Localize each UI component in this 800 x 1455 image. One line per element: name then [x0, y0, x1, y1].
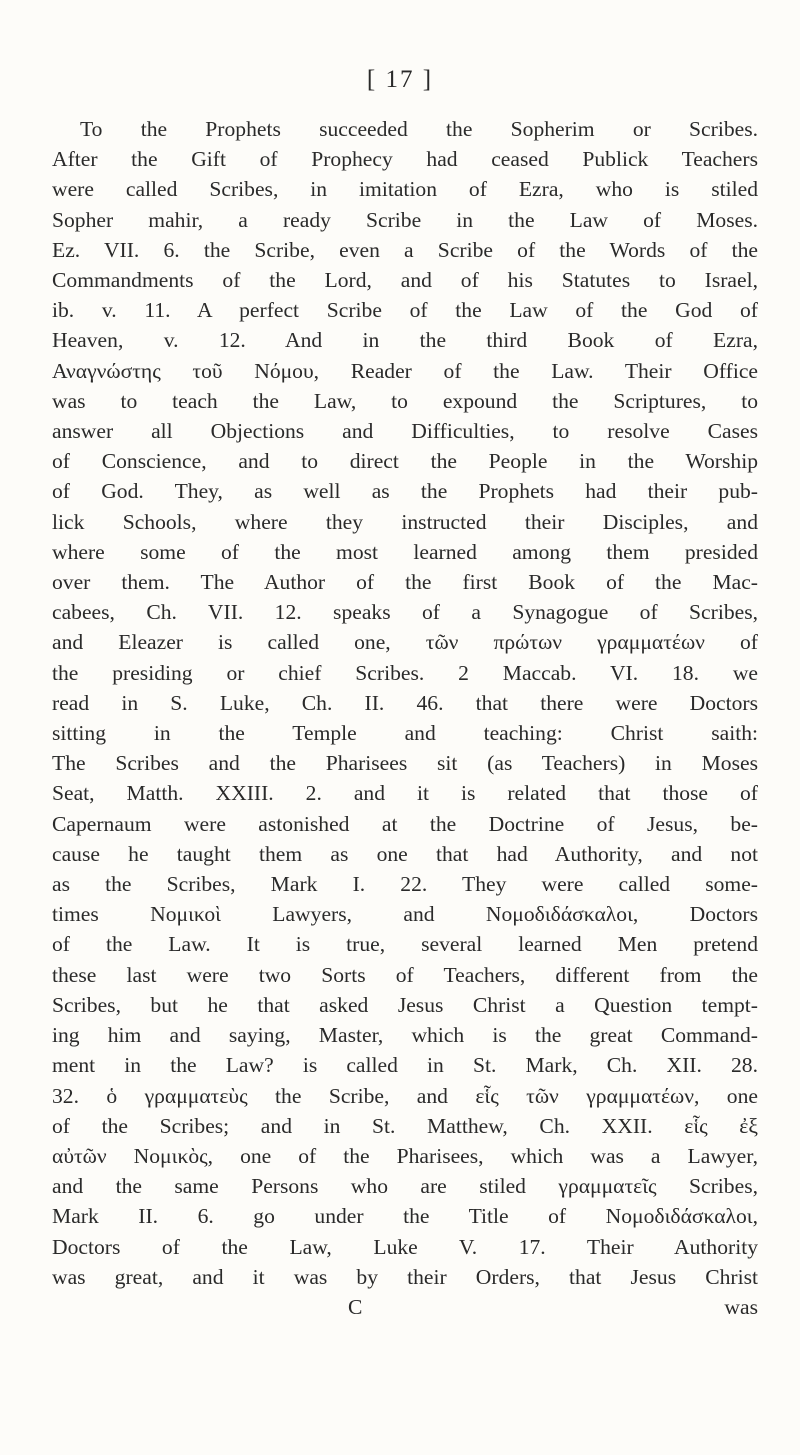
page-number: [ 17 ] [366, 66, 434, 93]
text-line: Scribes, but he that asked Jesus Christ a Question tempt- [52, 992, 758, 1017]
text-line: The Scribes and the Pharisees sit (as Teachers) in Moses [52, 751, 758, 776]
text-line: read in S. Luke, Ch. II. 46. that there were Doctors [52, 690, 758, 715]
text-line: Αναγνώστης τοῦ Νόμου, Reader of the Law. Their Office [52, 358, 758, 383]
catchline [52, 1292, 758, 1322]
text-line: were called Scribes, in imitation of Ezra, who is stiled [52, 177, 758, 202]
text-line: sitting in the Temple and teaching: Christ saith: [52, 721, 758, 746]
text-line: was to teach the Law, to expound the Scriptures, to [52, 388, 758, 413]
text-line: of the Law. It is true, several learned Men pretend [52, 932, 758, 957]
text-line: Doctors of the Law, Luke V. 17. Their Authority [52, 1234, 758, 1259]
text-line: ing him and saying, Master, which is the great Command- [52, 1023, 758, 1048]
text-line: Capernaum were astonished at the Doctrine of Jesus, be- [52, 811, 758, 836]
text-line: Seat, Matth. XXIII. 2. and it is related that those of [52, 781, 758, 806]
text-line: of Conscience, and to direct the People in the Worship [52, 449, 758, 474]
text-line: 32. ὁ γραμματεὺς the Scribe, and εἷς τῶν γραμματέων, one [52, 1083, 758, 1108]
text-line: Commandments of the Lord, and of his Statutes to Israel, [52, 268, 758, 293]
text-line: of God. They, as well as the Prophets had their pub- [52, 479, 758, 504]
text-line: Ez. VII. 6. the Scribe, even a Scribe of the Words of the [52, 237, 758, 262]
text-line: these last were two Sorts of Teachers, different from the [52, 962, 758, 987]
text-line: was great, and it was by their Orders, that Jesus Christ [52, 1264, 758, 1289]
text-line: and the same Persons who are stiled γραμματεῖς Scribes, [52, 1174, 758, 1199]
text-line: cabees, Ch. VII. 12. speaks of a Synagogue of Scribes, [52, 600, 758, 625]
body-text [52, 114, 758, 1322]
text-line: To the Prophets succeeded the Sopherim or Scribes. [80, 117, 758, 141]
text-line: After the Gift of Prophecy had ceased Publick Teachers [52, 147, 758, 172]
text-line: ment in the Law? is called in St. Mark, Ch. XII. 28. [52, 1053, 758, 1078]
text-line: Sopher mahir, a ready Scribe in the Law of Moses. [52, 207, 758, 232]
text-line: answer all Objections and Difficulties, to resolve Cases [52, 419, 758, 444]
text-line: cause he taught them as one that had Authority, and not [52, 841, 758, 866]
text-line: Mark II. 6. go under the Title of Νομοδιδάσκαλοι, [52, 1204, 758, 1229]
text-line: αὐτῶν Νομικὸς, one of the Pharisees, which was a Lawyer, [52, 1143, 758, 1168]
catchword: was [724, 1294, 758, 1319]
signature-mark: C [348, 1294, 363, 1319]
text-line: the presiding or chief Scribes. 2 Maccab. VI. 18. we [52, 660, 758, 685]
text-line: as the Scribes, Mark I. 22. They were called some- [52, 872, 758, 897]
text-line: of the Scribes; and in St. Matthew, Ch. XXII. εἷς ἐξ [52, 1113, 758, 1138]
text-line: over them. The Author of the first Book of the Mac- [52, 570, 758, 595]
text-line: ib. v. 11. A perfect Scribe of the Law of the God of [52, 298, 758, 323]
text-line: lick Schools, where they instructed their Disciples, and [52, 509, 758, 534]
text-line: where some of the most learned among them presided [52, 539, 758, 564]
text-line: Heaven, v. 12. And in the third Book of Ezra, [52, 328, 758, 353]
text-line: and Eleazer is called one, τῶν πρώτων γραμματέων of [52, 630, 758, 655]
text-line: times Νομικοὶ Lawyers, and Νομοδιδάσκαλοι, Doctors [52, 902, 758, 927]
